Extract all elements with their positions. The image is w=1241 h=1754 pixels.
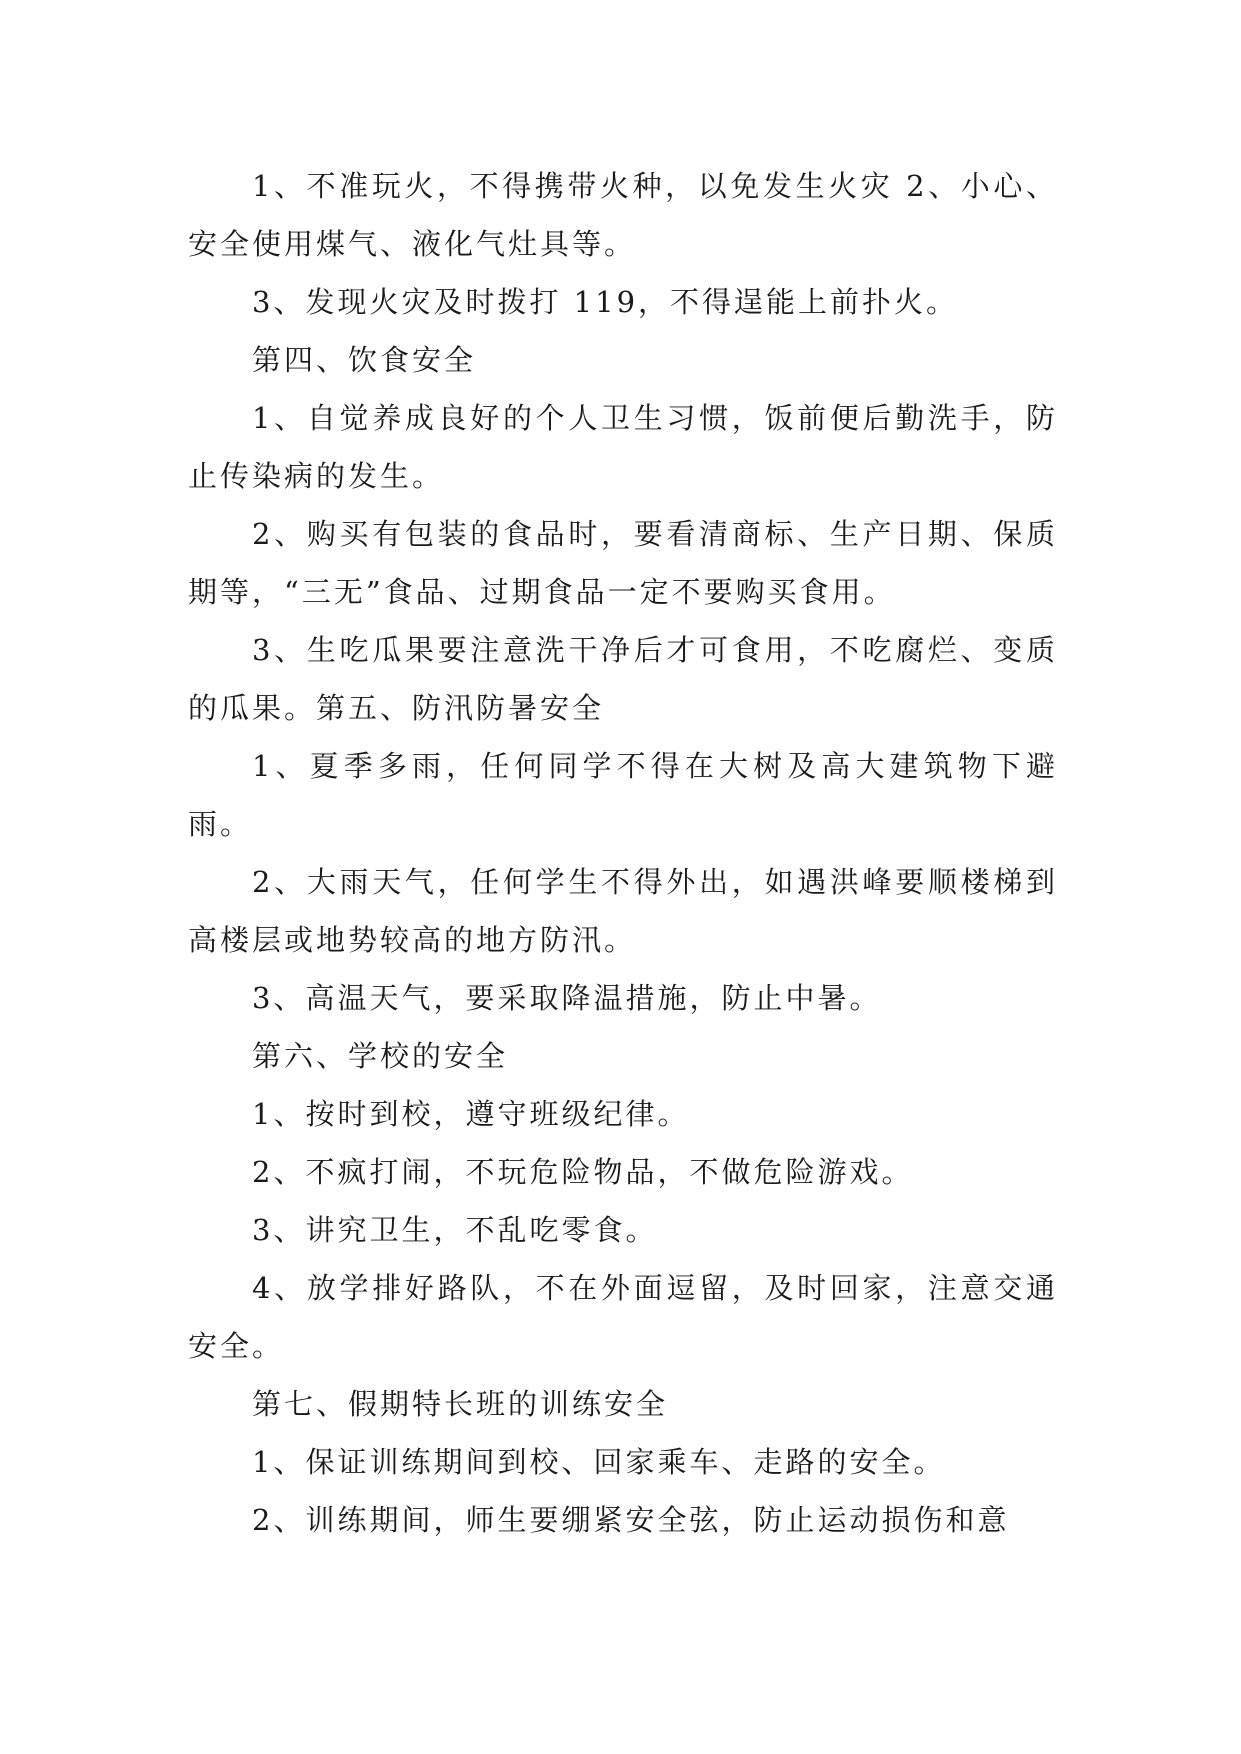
section-heading-training-safety: 第七、假期特长班的训练安全 xyxy=(252,1387,669,1421)
paragraph-flood-2: 2、大雨天气，任何学生不得外出，如遇洪峰要顺楼梯到高楼层或地势较高的地方防汛。 xyxy=(188,865,1058,957)
paragraph-school-4: 4、放学排好路队，不在外面逗留，及时回家，注意交通安全。 xyxy=(188,1271,1058,1363)
paragraph-school-2: 2、不疯打闹，不玩危险物品，不做危险游戏。 xyxy=(252,1155,914,1189)
paragraph-flood-1: 1、夏季多雨，任何同学不得在大树及高大建筑物下避雨。 xyxy=(188,749,1058,841)
section-heading-school-safety: 第六、学校的安全 xyxy=(252,1039,509,1073)
paragraph-fire-3: 3、发现火灾及时拨打 119，不得逞能上前扑火。 xyxy=(252,285,959,319)
paragraph-school-1: 1、按时到校，遵守班级纪律。 xyxy=(252,1097,690,1131)
paragraph-flood-3: 3、高温天气，要采取降温措施，防止中暑。 xyxy=(252,981,882,1015)
paragraph-food-3: 3、生吃瓜果要注意洗干净后才可食用，不吃腐烂、变质的瓜果。第五、防汛防暑安全 xyxy=(188,633,1058,725)
paragraph-food-2: 2、购买有包装的食品时，要看清商标、生产日期、保质期等，“三无”食品、过期食品一定不要购买食用。 xyxy=(188,517,1058,609)
paragraph-training-2: 2、训练期间，师生要绷紧安全弦，防止运动损伤和意 xyxy=(252,1503,1010,1537)
section-heading-food-safety: 第四、饮食安全 xyxy=(252,343,477,377)
paragraph-fire-1: 1、不准玩火，不得携带火种，以免发生火灾 2、小心、安全使用煤气、液化气灶具等。 xyxy=(188,169,1058,261)
paragraph-school-3: 3、讲究卫生，不乱吃零食。 xyxy=(252,1213,658,1247)
paragraph-training-1: 1、保证训练期间到校、回家乘车、走路的安全。 xyxy=(252,1445,946,1479)
paragraph-food-1: 1、自觉养成良好的个人卫生习惯，饭前便后勤洗手，防止传染病的发生。 xyxy=(188,401,1058,493)
document-body xyxy=(188,157,1058,1549)
